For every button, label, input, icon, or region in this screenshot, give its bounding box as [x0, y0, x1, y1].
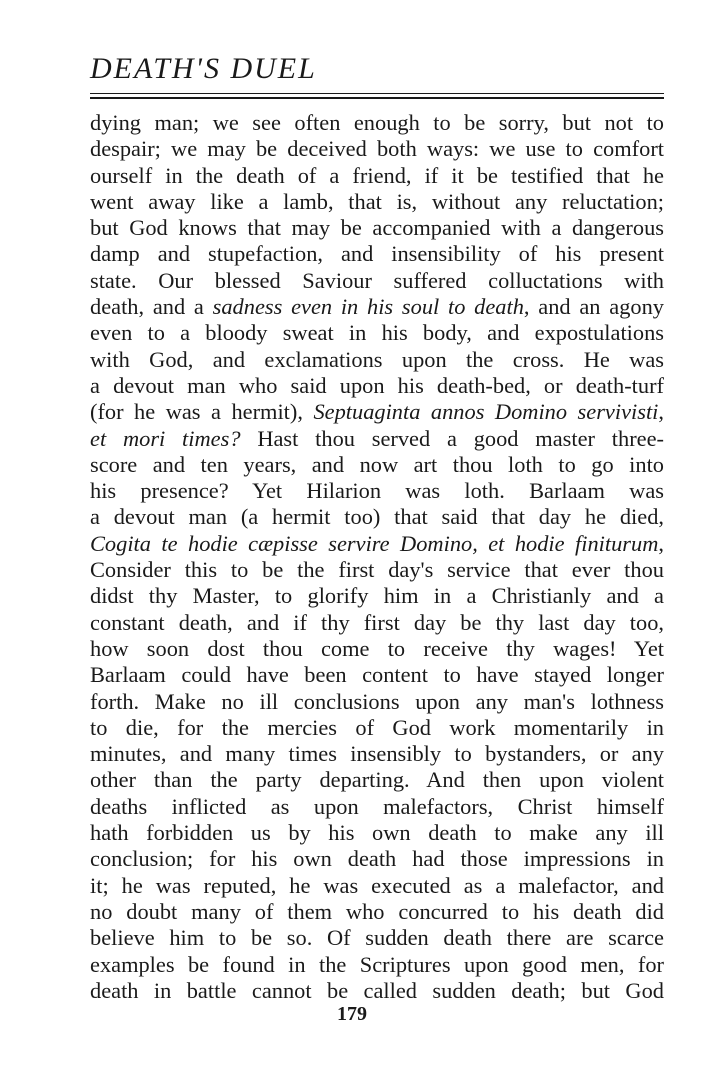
text-line [90, 163, 664, 189]
header-rule-thick [90, 97, 664, 99]
text-line [90, 583, 664, 609]
running-title: DEATH'S DUEL [90, 52, 317, 85]
text-run: ourself in the death of a friend, if it be testified that he [90, 162, 664, 188]
text-run: forth. Make no ill conclusions upon any man's lothness [90, 688, 664, 714]
text-line [90, 820, 664, 846]
text-run: believe him to be so. Of sudden death there are scarce [90, 925, 664, 951]
text-run: to die, for the mercies of God work momentarily in [90, 714, 664, 740]
text-line [90, 241, 664, 267]
text-run: , and an agony [523, 294, 664, 320]
text-run: but God knows that may be accompanied with a dangerous [90, 215, 664, 241]
page-number: 179 [337, 1003, 367, 1025]
text-line [90, 426, 664, 452]
text-line [90, 268, 664, 294]
text-line [90, 110, 664, 136]
text-line [90, 399, 664, 425]
text-run: even to a bloody sweat in his body, and expostulations [90, 320, 664, 346]
text-line [90, 531, 664, 557]
text-run: state. Our blessed Saviour suffered colluctations with [90, 267, 664, 293]
text-line [90, 899, 664, 925]
text-run: , [658, 530, 664, 556]
text-run: deaths inflicted as upon malefactors, Christ himself [90, 793, 664, 819]
text-line [90, 504, 664, 530]
text-run: Barlaam could have been content to have stayed longer [90, 662, 664, 688]
text-run: his presence? Yet Hilarion was loth. Barlaam was [90, 478, 664, 504]
text-line [90, 320, 664, 346]
text-line [90, 478, 664, 504]
text-line [90, 741, 664, 767]
text-run: a devout man who said upon his death-bed, or death-turf [90, 372, 664, 398]
text-line [90, 715, 664, 741]
text-line [90, 347, 664, 373]
text-run: no doubt many of them who concurred to his death did [90, 898, 664, 924]
italic-phrase: et mori times? [90, 425, 241, 451]
text-run: it; he was reputed, he was executed as a malefactor, and [90, 872, 664, 898]
text-line [90, 294, 664, 320]
text-line [90, 189, 664, 215]
text-line [90, 689, 664, 715]
text-run: score and ten years, and now art thou loth to go into [90, 451, 664, 477]
header-rule-thin [90, 93, 664, 94]
text-line [90, 452, 664, 478]
italic-phrase: sadness even in his soul to death [212, 294, 524, 320]
text-line [90, 794, 664, 820]
italic-phrase: Septuaginta annos Domino servivisti [313, 399, 659, 425]
text-line [90, 557, 664, 583]
text-run: with God, and exclamations upon the cross. He was [90, 346, 664, 372]
text-run: dying man; we see often enough to be sorry, but not to [90, 110, 664, 135]
text-run: went away like a lamb, that is, without any reluctation; [90, 188, 664, 214]
text-line [90, 952, 664, 978]
text-run: a devout man (a hermit too) that said that day he died, [90, 504, 664, 530]
text-line [90, 846, 664, 872]
text-line [90, 662, 664, 688]
text-run: how soon dost thou come to receive thy wages! Yet [90, 635, 664, 661]
text-run: death, and a [90, 294, 213, 320]
text-run: damp and stupefaction, and insensibility of his present [90, 241, 664, 267]
text-run: Consider this to be the first day's service that ever thou [90, 557, 664, 583]
text-line [90, 610, 664, 636]
text-run: death in battle cannot be called sudden death; but God [90, 977, 664, 1003]
text-run: constant death, and if thy first day be thy last day too, [90, 609, 664, 635]
text-run: didst thy Master, to glorify him in a Christianly and a [90, 583, 664, 609]
text-run: other than the party departing. And then upon violent [90, 767, 664, 793]
text-run: Hast thou served a good master three- [240, 425, 664, 451]
text-run: minutes, and many times insensibly to bystanders, or any [90, 741, 664, 767]
text-line [90, 215, 664, 241]
body-text [90, 110, 664, 1004]
italic-phrase: Cogita te hodie cæpisse servire Domino, et hodie finiturum [90, 530, 659, 556]
text-run: (for he was a hermit), [90, 399, 314, 425]
text-run: despair; we may be deceived both ways: we use to comfort [90, 136, 664, 162]
text-line [90, 767, 664, 793]
text-line [90, 136, 664, 162]
text-line [90, 925, 664, 951]
text-line [90, 373, 664, 399]
text-run: hath forbidden us by his own death to make any ill [90, 820, 664, 846]
text-line [90, 636, 664, 662]
text-run: examples be found in the Scriptures upon good men, for [90, 951, 664, 977]
text-run: conclusion; for his own death had those impressions in [90, 846, 664, 872]
text-run: , [658, 399, 664, 425]
text-line [90, 978, 664, 1004]
text-line [90, 873, 664, 899]
